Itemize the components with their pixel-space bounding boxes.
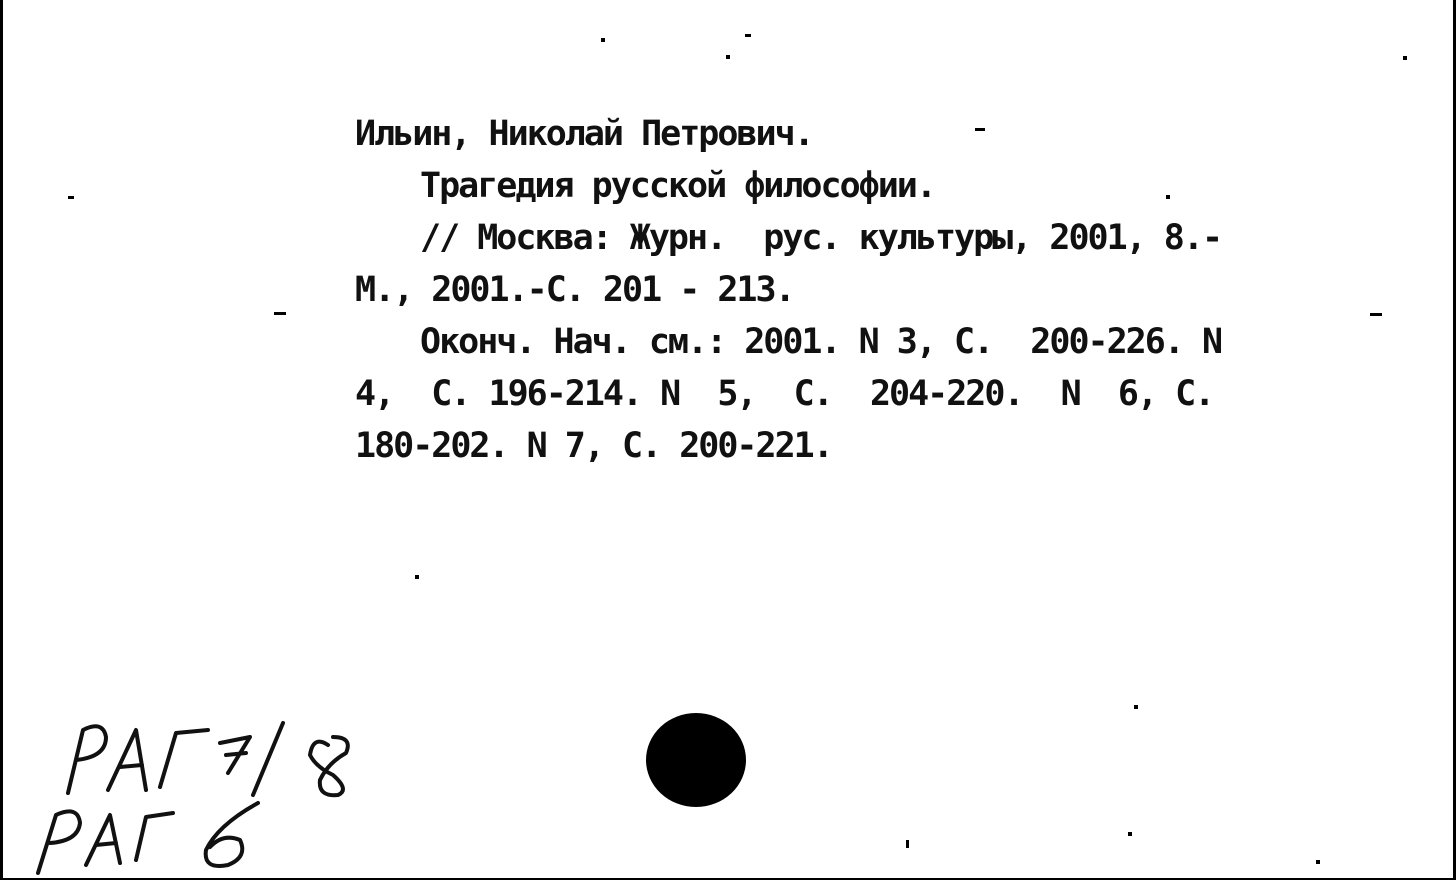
speck [68, 196, 74, 199]
note-line-2: 4, С. 196-214. N 5, С. 204-220. N 6, С. [355, 374, 1214, 414]
punch-hole [646, 713, 746, 807]
source-line-2: М., 2001.-С. 201 - 213. [355, 270, 794, 310]
speck [1128, 832, 1132, 836]
source-line-1: // Москва: Журн. рус. культуры, 2001, 8.- [420, 218, 1222, 258]
speck [1370, 313, 1382, 316]
title-line: Трагедия русской философии. [420, 166, 935, 206]
speck [274, 312, 286, 315]
speck [975, 128, 985, 131]
speck [1316, 860, 1320, 864]
author-line: Ильин, Николай Петрович. [355, 114, 813, 154]
speck [1134, 705, 1138, 709]
speck [726, 55, 730, 59]
speck [1403, 56, 1407, 60]
card-left-edge [0, 0, 3, 880]
speck [601, 38, 605, 42]
speck [745, 34, 751, 37]
typed-bibliographic-record [355, 108, 1315, 472]
note-line-1: Оконч. Нач. см.: 2001. N 3, С. 200-226. N [420, 322, 1222, 362]
speck [415, 575, 419, 579]
speck [906, 840, 909, 848]
speck [1166, 195, 1170, 199]
handwritten-shelf-mark [28, 715, 388, 880]
note-line-3: 180-202. N 7, С. 200-221. [355, 426, 832, 466]
